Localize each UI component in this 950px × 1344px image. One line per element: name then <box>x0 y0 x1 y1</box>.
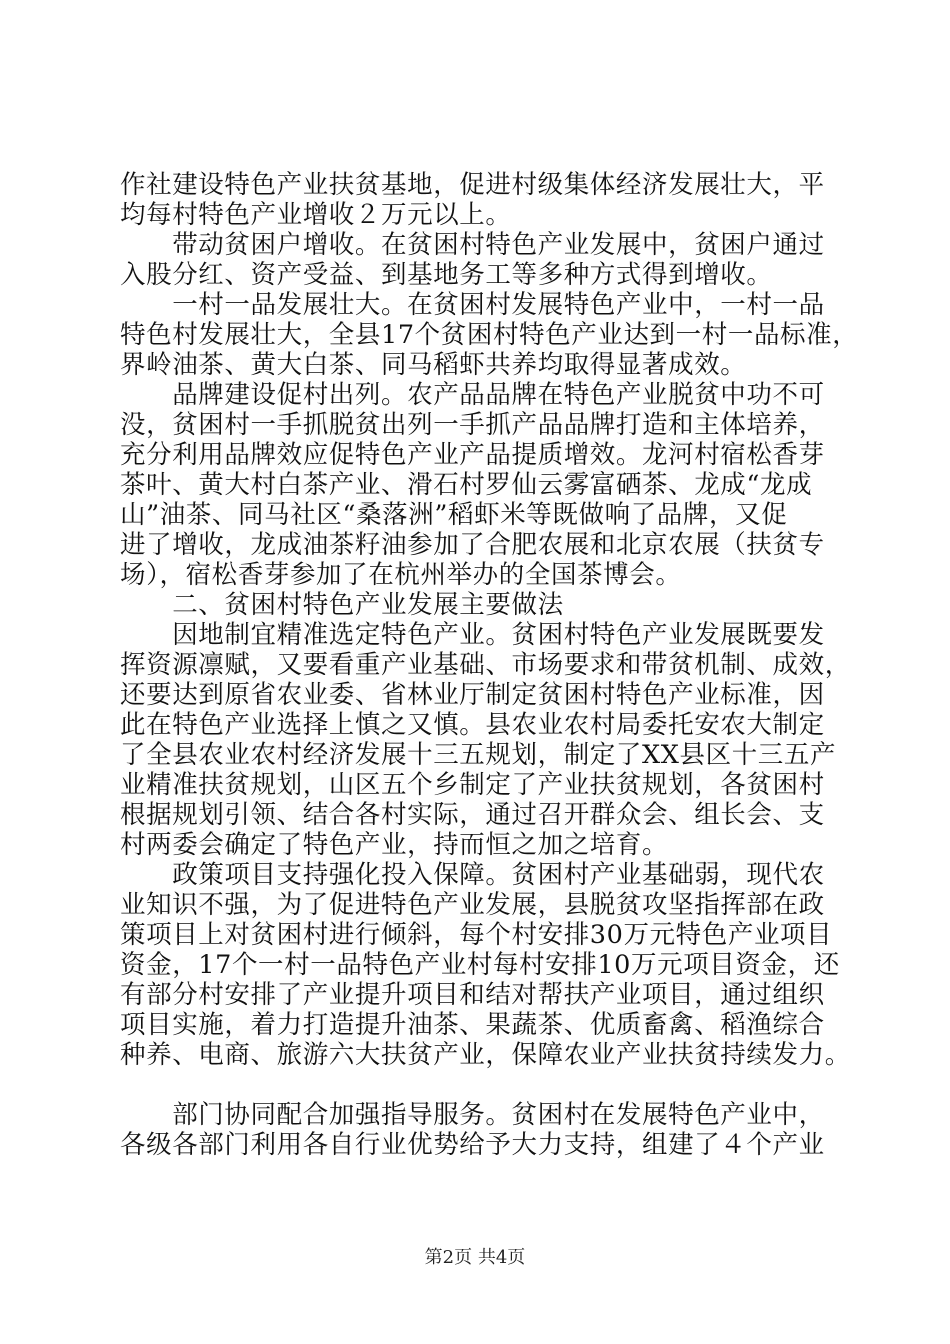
text-line: 还要达到原省农业委、省林业厅制定贫困村特色产业标准，因 <box>120 680 825 710</box>
text-line: 此在特色产业选择上慎之又慎。县农业农村局委托安农大制定 <box>120 710 825 740</box>
text-line: 均每村特色产业增收２万元以上。 <box>120 200 512 230</box>
text-line: 各级各部门利用各自行业优势给予大力支持，组建了４个产业 <box>120 1130 825 1160</box>
text-line: 村两委会确定了特色产业，持而恒之加之培育。 <box>120 830 669 860</box>
text-line: 茶叶、黄大村白茶产业、滑石村罗仙云雾富硒茶、龙成“龙成 <box>120 470 813 500</box>
text-line: 资金，17个一村一品特色产业村每村安排10万元项目资金，还 <box>120 950 840 980</box>
text-line: 进了增收，龙成油茶籽油参加了合肥农展和北京农展（扶贫专 <box>120 530 825 560</box>
paragraph-start-line: 带动贫困户增收。在贫困村特色产业发展中，贫困户通过 <box>120 230 825 260</box>
section-heading: 二、贫困村特色产业发展主要做法 <box>120 590 564 620</box>
blank-line <box>120 1070 840 1100</box>
text-line: 根据规划引领、结合各村实际，通过召开群众会、组长会、支 <box>120 800 825 830</box>
text-line: 了全县农业农村经济发展十三五规划，制定了XX县区十三五产 <box>120 740 837 770</box>
text-line: 项目实施，着力打造提升油茶、果蔬茶、优质畜禽、稻渔综合 <box>120 1010 825 1040</box>
text-line: 业知识不强，为了促进特色产业发展，县脱贫攻坚指挥部在政 <box>120 890 825 920</box>
text-line: 挥资源凛赋，又要看重产业基础、市场要求和带贫机制、成效， <box>120 650 851 680</box>
text-line: 没，贫困村一手抓脱贫出列一手抓产品品牌打造和主体培养， <box>120 410 825 440</box>
text-line: 策项目上对贫困村进行倾斜，每个村安排30万元特色产业项目 <box>120 920 833 950</box>
text-line: 作社建设特色产业扶贫基地，促进村级集体经济发展壮大，平 <box>120 170 825 200</box>
paragraph-start-line: 品牌建设促村出列。农产品品牌在特色产业脱贫中功不可 <box>120 380 825 410</box>
text-line: 有部分村安排了产业提升项目和结对帮扶产业项目，通过组织 <box>120 980 825 1010</box>
document-body <box>120 170 859 1160</box>
text-line: 山”油茶、同马社区“桑落洲”稻虾米等既做响了品牌，又促 <box>120 500 788 530</box>
text-line: 种养、电商、旅游六大扶贫产业，保障农业产业扶贫持续发力。 <box>120 1040 851 1070</box>
text-line: 场），宿松香芽参加了在杭州举办的全国茶博会。 <box>120 560 682 590</box>
text-line: 特色村发展壮大，全县17个贫困村特色产业达到一村一品标准， <box>120 320 859 350</box>
text-line: 入股分红、资产受益、到基地务工等多种方式得到增收。 <box>120 260 773 290</box>
paragraph-start-line: 政策项目支持强化投入保障。贫困村产业基础弱，现代农 <box>120 860 825 890</box>
paragraph-start-line: 部门协同配合加强指导服务。贫困村在发展特色产业中， <box>120 1100 825 1130</box>
text-line: 界岭油茶、黄大白茶、同马稻虾共养均取得显著成效。 <box>120 350 747 380</box>
text-line: 充分利用品牌效应促特色产业产品提质增效。龙河村宿松香芽 <box>120 440 825 470</box>
paragraph-start-line: 一村一品发展壮大。在贫困村发展特色产业中，一村一品 <box>120 290 825 320</box>
paragraph-start-line: 因地制宜精准选定特色产业。贫困村特色产业发展既要发 <box>120 620 825 650</box>
text-line: 业精准扶贫规划，山区五个乡制定了产业扶贫规划，各贫困村 <box>120 770 825 800</box>
page-number-footer: 第2页 共4页 <box>424 1247 526 1268</box>
